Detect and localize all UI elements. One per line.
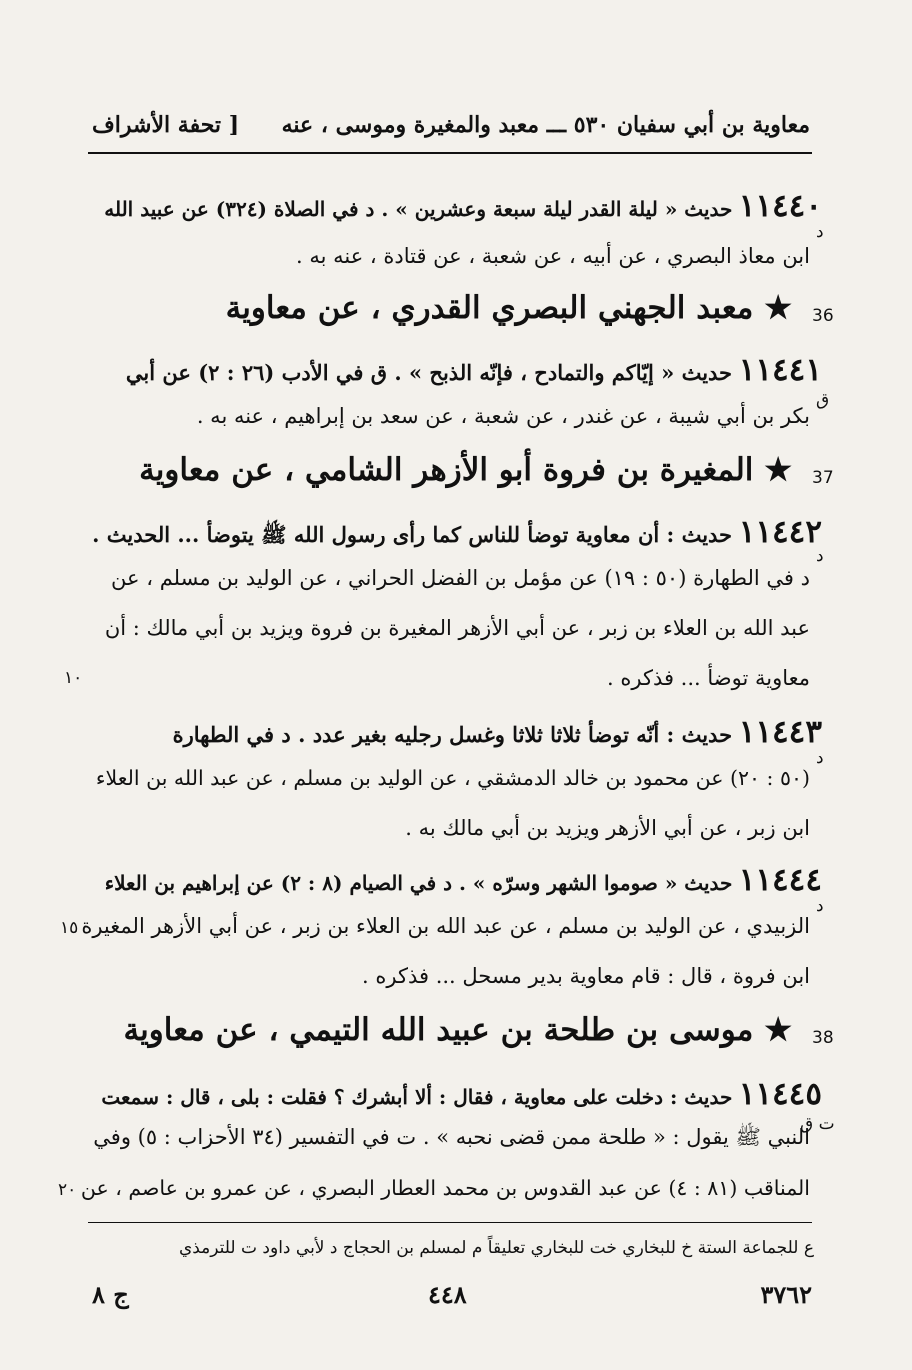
running-page-number: ٣٧٦٢: [760, 1280, 812, 1309]
section-heading-37: [139, 452, 792, 488]
hadith-number: ١١٤٤٤: [738, 862, 822, 898]
header-rule: [88, 152, 812, 154]
star-icon: ★: [764, 1012, 792, 1048]
section-title: موسى بن طلحة بن عبيد الله التيمي ، عن معاوية: [123, 1012, 754, 1048]
hadith-11442-line2: د في الطهارة (٥٠ : ١٩) عن مؤمل بن الفضل الحراني ، عن الوليد بن مسلم ، عن: [111, 566, 810, 590]
siglum: ق: [816, 390, 830, 410]
hadith-11444-line1: [92, 862, 822, 898]
star-icon: ★: [764, 452, 792, 488]
hadith-number: ١١٤٤٠: [738, 188, 822, 224]
hadith-number: ١١٤٤٥: [738, 1076, 822, 1112]
section-title: المغيرة بن فروة أبو الأزهر الشامي ، عن معاوية: [139, 452, 754, 488]
hadith-number: ١١٤٤٢: [738, 514, 822, 550]
volume-number: ج ٨: [92, 1280, 129, 1309]
hadith-text: حديث : أنّه توضأ ثلاثا ثلاثا وغسل رجليه بغير عدد . د في الطهارة: [172, 722, 733, 747]
hadith-11442-line3: عبد الله بن العلاء بن زبر ، عن أبي الأزهر المغيرة بن فروة ويزيد بن أبي مالك : أن: [104, 616, 810, 640]
abbreviations-key: ع للجماعة الستة خ للبخاري خت للبخاري تعليقاً م لمسلم بن الحجاج د لأبي داود ت للترمذي: [178, 1238, 814, 1258]
hadith-number: ١١٤٤١: [738, 352, 822, 388]
hadith-text: حديث : دخلت على معاوية ، فقال : ألا أبشرك ؟ فقلت : بلى ، قال : سمعت: [101, 1085, 733, 1109]
hadith-11443-line2: (٥٠ : ٢٠) عن محمود بن خالد الدمشقي ، عن الوليد بن مسلم ، عن عبد الله بن العلاء: [95, 766, 810, 790]
hadith-text: حديث « ليلة القدر ليلة سبعة وعشرين » . د في الصلاة (٣٢٤) عن عبيد الله: [104, 197, 733, 221]
hadith-11440-line1: [92, 188, 822, 224]
section-number: 38: [812, 1028, 834, 1048]
hadith-text: حديث « إيّاكم والتمادح ، فإنّه الذبح » . ق في الأدب (٢٦ : ٢) عن أبي: [125, 360, 733, 385]
star-icon: ★: [764, 290, 792, 326]
line-marker-15: ١٥: [60, 918, 79, 938]
hadith-11445-line3: المناقب (٨١ : ٤) عن عبد القدوس بن محمد العطار البصري ، عن عمرو بن عاصم ، عن: [80, 1176, 810, 1200]
siglum: د: [816, 546, 824, 566]
hadith-11444-line3: ابن فروة ، قال : قام معاوية بدير مسحل ... فذكره .: [362, 964, 810, 988]
line-marker-10: ١٠: [64, 668, 83, 688]
hadith-11443-line1: [92, 714, 822, 750]
siglum: ت ق: [800, 1114, 835, 1134]
page-number: ٤٤٨: [428, 1280, 467, 1309]
section-heading-38: [124, 1012, 792, 1048]
hadith-11445-line2: النبي ﷺ يقول : « طلحة ممن قضى نحبه » . ت في التفسير (٣٤ الأحزاب : ٥) وفي: [93, 1125, 810, 1149]
footer-rule: [88, 1222, 812, 1223]
hadith-11441-line2: بكر بن أبي شيبة ، عن غندر ، عن شعبة ، عن سعد بن إبراهيم ، عنه به .: [196, 404, 810, 428]
book-title: [ تحفة الأشراف: [92, 112, 240, 138]
hadith-11444-line2: الزبيدي ، عن الوليد بن مسلم ، عن عبد الله بن العلاء بن زبر ، عن أبي الأزهر المغيرة: [81, 914, 810, 938]
section-title: معبد الجهني البصري القدري ، عن معاوية: [225, 290, 754, 326]
hadith-number: ١١٤٤٣: [738, 714, 822, 750]
hadith-11445-line1: [92, 1076, 822, 1112]
hadith-text: حديث : أن معاوية توضأ للناس كما رأى رسول الله ﷺ يتوضأ ... الحديث .: [92, 522, 733, 547]
section-number: 36: [812, 306, 834, 326]
siglum: د: [816, 222, 824, 242]
hadith-11442-line4: معاوية توضأ ... فذكره .: [607, 666, 810, 690]
siglum: د: [816, 748, 824, 768]
line-marker-20: ٢٠: [58, 1180, 77, 1200]
hadith-text: حديث « صوموا الشهر وسرّه » . د في الصيام (٨ : ٢) عن إبراهيم بن العلاء: [104, 871, 733, 895]
hadith-11440-line2: ابن معاذ البصري ، عن أبيه ، عن شعبة ، عن قتادة ، عنه به .: [295, 244, 810, 268]
section-number: 37: [812, 468, 834, 488]
running-title: معاوية بن أبي سفيان ٥٣٠ ـــ معبد والمغيرة وموسى ، عنه: [281, 112, 810, 138]
section-heading-36: [226, 290, 792, 326]
hadith-11443-line3: ابن زبر ، عن أبي الأزهر ويزيد بن أبي مالك به .: [405, 816, 810, 840]
hadith-11442-line1: [92, 514, 822, 553]
siglum: د: [816, 896, 824, 916]
hadith-11441-line1: [92, 352, 822, 388]
